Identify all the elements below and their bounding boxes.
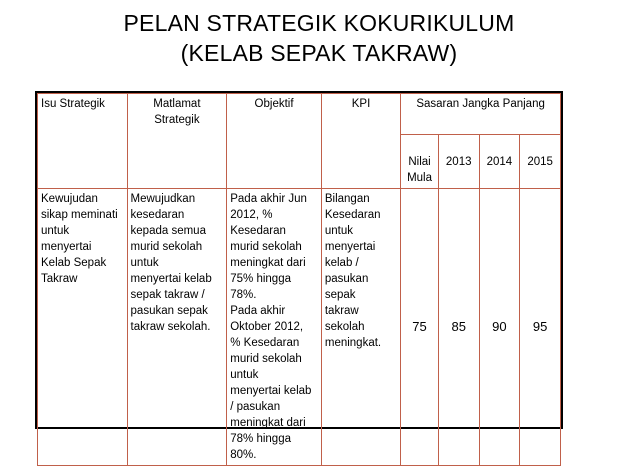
cell-isu-strategik: Kewujudan sikap meminati untuk menyertai Kelab Sepak Takraw — [38, 189, 128, 466]
cell-target-2014: 90 — [479, 189, 520, 466]
cell-nilai-mula: 75 — [401, 189, 439, 466]
cell-target-2013: 85 — [438, 189, 479, 466]
cell-target-2015: 95 — [520, 189, 561, 466]
header-row — [38, 94, 561, 135]
cell-kpi: Bilangan Kesedaran untuk menyertai kelab / pasukan sepak takraw sekolah meningkat. — [321, 189, 400, 466]
header-year-2013: 2013 — [438, 135, 479, 189]
cell-objektif: Pada akhir Jun 2012, % Kesedaran murid sekolah meningkat dari 75% hingga 78%. Pada akhir Oktober 2012, % Kesedaran murid sekolah untuk menyertai kelab / pasukan meningkat dari 78% hingga 80%. — [227, 189, 322, 466]
header-isu-strategik: Isu Strategik — [38, 94, 128, 189]
header-sasaran-jangka-panjang: Sasaran Jangka Panjang — [401, 94, 561, 135]
title-line-1: PELAN STRATEGIK KOKURIKULUM — [123, 10, 515, 36]
header-year-2015: 2015 — [520, 135, 561, 189]
cell-matlamat-strategik: Mewujudkan kesedaran kepada semua murid sekolah untuk menyertai kelab sepak takraw / pasukan sepak takraw sekolah. — [127, 189, 227, 466]
table-row — [38, 189, 561, 466]
header-nilai-mula: Nilai Mula — [401, 135, 439, 189]
slide-title — [0, 8, 638, 68]
header-kpi: KPI — [321, 94, 400, 189]
header-year-2014: 2014 — [479, 135, 520, 189]
header-matlamat-strategik: Matlamat Strategik — [127, 94, 227, 189]
strategic-plan-table — [35, 91, 563, 461]
title-line-2: (KELAB SEPAK TAKRAW) — [180, 40, 458, 66]
header-objektif: Objektif — [227, 94, 322, 189]
